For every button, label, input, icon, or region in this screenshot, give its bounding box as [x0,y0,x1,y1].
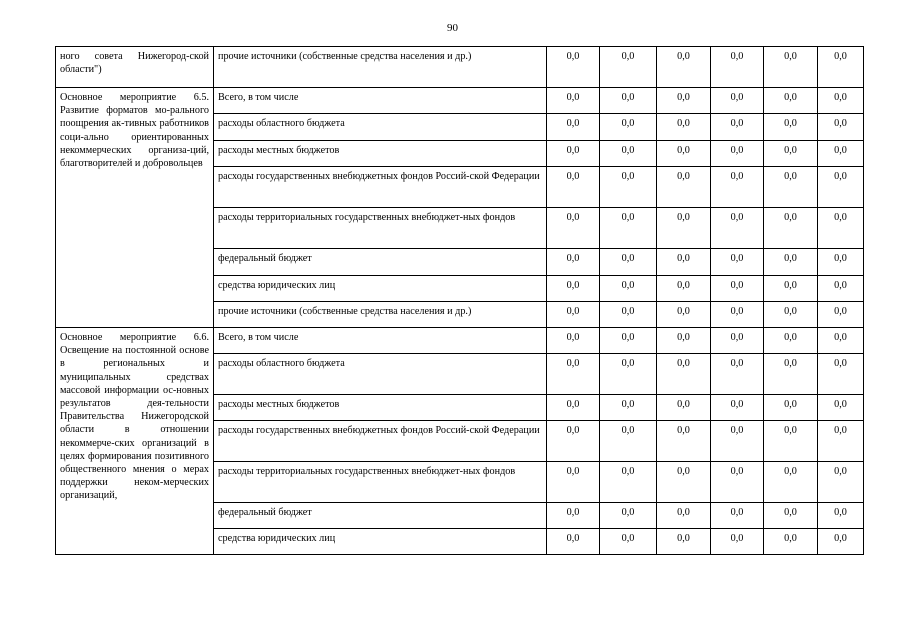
value-cell: 0,0 [818,503,864,529]
value-cell: 0,0 [657,503,711,529]
value-cell: 0,0 [818,462,864,503]
funding-source-cell: Всего, в том числе [214,328,547,354]
value-cell: 0,0 [657,354,711,395]
funding-source-cell: федеральный бюджет [214,249,547,276]
value-cell: 0,0 [547,354,600,395]
value-cell: 0,0 [547,114,600,141]
value-cell: 0,0 [600,421,657,462]
value-cell: 0,0 [657,114,711,141]
value-cell: 0,0 [547,328,600,354]
value-cell: 0,0 [711,114,764,141]
value-cell: 0,0 [818,208,864,249]
funding-source-cell: Всего, в том числе [214,88,547,114]
value-cell: 0,0 [764,88,818,114]
value-cell: 0,0 [547,462,600,503]
funding-source-cell: средства юридических лиц [214,529,547,555]
value-cell: 0,0 [657,141,711,167]
value-cell: 0,0 [711,328,764,354]
value-cell: 0,0 [657,395,711,421]
value-cell: 0,0 [547,167,600,208]
budget-table [55,46,864,555]
value-cell: 0,0 [764,503,818,529]
funding-source-cell: расходы государственных внебюджетных фондов Россий-ской Федерации [214,421,547,462]
value-cell: 0,0 [600,47,657,88]
value-cell: 0,0 [547,276,600,302]
value-cell: 0,0 [657,88,711,114]
value-cell: 0,0 [764,302,818,328]
value-cell: 0,0 [547,421,600,462]
value-cell: 0,0 [818,249,864,276]
value-cell: 0,0 [764,141,818,167]
value-cell: 0,0 [657,167,711,208]
value-cell: 0,0 [818,276,864,302]
funding-source-cell: расходы областного бюджета [214,114,547,141]
value-cell: 0,0 [764,47,818,88]
value-cell: 0,0 [818,395,864,421]
value-cell: 0,0 [657,47,711,88]
measure-cell: ного совета Нижегород-ской области") [56,47,214,88]
value-cell: 0,0 [818,328,864,354]
value-cell: 0,0 [764,167,818,208]
value-cell: 0,0 [657,276,711,302]
value-cell: 0,0 [711,141,764,167]
value-cell: 0,0 [600,114,657,141]
value-cell: 0,0 [818,529,864,555]
funding-source-cell: расходы местных бюджетов [214,141,547,167]
value-cell: 0,0 [600,503,657,529]
funding-source-cell: расходы территориальных государственных внебюджет-ных фондов [214,462,547,503]
funding-source-cell: расходы государственных внебюджетных фондов Россий-ской Федерации [214,167,547,208]
table-row [56,88,864,114]
value-cell: 0,0 [764,462,818,503]
value-cell: 0,0 [711,503,764,529]
value-cell: 0,0 [657,529,711,555]
value-cell: 0,0 [711,167,764,208]
value-cell: 0,0 [711,47,764,88]
measure-cell: Основное мероприятие 6.5. Развитие форматов мо-рального поощрения ак-тивных работников соци-ально ориентированных некоммерческих организа-ций, благотворителей и добровольцев [56,88,214,328]
table-row [56,328,864,354]
value-cell: 0,0 [600,462,657,503]
funding-source-cell: федеральный бюджет [214,503,547,529]
value-cell: 0,0 [764,354,818,395]
value-cell: 0,0 [818,354,864,395]
value-cell: 0,0 [600,88,657,114]
value-cell: 0,0 [547,141,600,167]
table-body [56,47,864,555]
value-cell: 0,0 [764,328,818,354]
value-cell: 0,0 [764,421,818,462]
funding-source-cell: расходы территориальных государственных внебюджет-ных фондов [214,208,547,249]
value-cell: 0,0 [547,249,600,276]
value-cell: 0,0 [764,276,818,302]
value-cell: 0,0 [711,529,764,555]
value-cell: 0,0 [711,276,764,302]
value-cell: 0,0 [818,167,864,208]
value-cell: 0,0 [600,276,657,302]
table-row [56,47,864,88]
value-cell: 0,0 [818,421,864,462]
value-cell: 0,0 [764,395,818,421]
value-cell: 0,0 [657,328,711,354]
value-cell: 0,0 [764,529,818,555]
value-cell: 0,0 [547,208,600,249]
value-cell: 0,0 [600,208,657,249]
value-cell: 0,0 [764,249,818,276]
value-cell: 0,0 [711,208,764,249]
value-cell: 0,0 [711,249,764,276]
value-cell: 0,0 [657,249,711,276]
funding-source-cell: расходы местных бюджетов [214,395,547,421]
value-cell: 0,0 [600,249,657,276]
value-cell: 0,0 [711,395,764,421]
funding-source-cell: расходы областного бюджета [214,354,547,395]
measure-cell: Основное мероприятие 6.6. Освещение на постоянной основе в региональных и муниципальных средствах массовой информации ос-новных результатов дея-тельности Правительства Нижегородской области в отношении некоммерче-ских организаций в целях формирования позитивного общественного мнения о мерах поддержки неком-мерческих организаций, [56,328,214,555]
value-cell: 0,0 [818,302,864,328]
value-cell: 0,0 [547,503,600,529]
value-cell: 0,0 [547,529,600,555]
value-cell: 0,0 [764,114,818,141]
value-cell: 0,0 [657,208,711,249]
value-cell: 0,0 [600,328,657,354]
value-cell: 0,0 [818,141,864,167]
value-cell: 0,0 [818,114,864,141]
value-cell: 0,0 [600,354,657,395]
value-cell: 0,0 [547,302,600,328]
value-cell: 0,0 [711,302,764,328]
value-cell: 0,0 [711,421,764,462]
page-number: 90 [447,22,458,34]
value-cell: 0,0 [600,141,657,167]
value-cell: 0,0 [711,354,764,395]
value-cell: 0,0 [547,47,600,88]
value-cell: 0,0 [818,47,864,88]
funding-source-cell: прочие источники (собственные средства населения и др.) [214,302,547,328]
value-cell: 0,0 [600,529,657,555]
value-cell: 0,0 [657,462,711,503]
value-cell: 0,0 [764,208,818,249]
value-cell: 0,0 [547,395,600,421]
funding-source-cell: прочие источники (собственные средства населения и др.) [214,47,547,88]
value-cell: 0,0 [657,421,711,462]
value-cell: 0,0 [600,167,657,208]
value-cell: 0,0 [547,88,600,114]
value-cell: 0,0 [657,302,711,328]
value-cell: 0,0 [711,462,764,503]
value-cell: 0,0 [818,88,864,114]
value-cell: 0,0 [711,88,764,114]
value-cell: 0,0 [600,302,657,328]
value-cell: 0,0 [600,395,657,421]
funding-source-cell: средства юридических лиц [214,276,547,302]
